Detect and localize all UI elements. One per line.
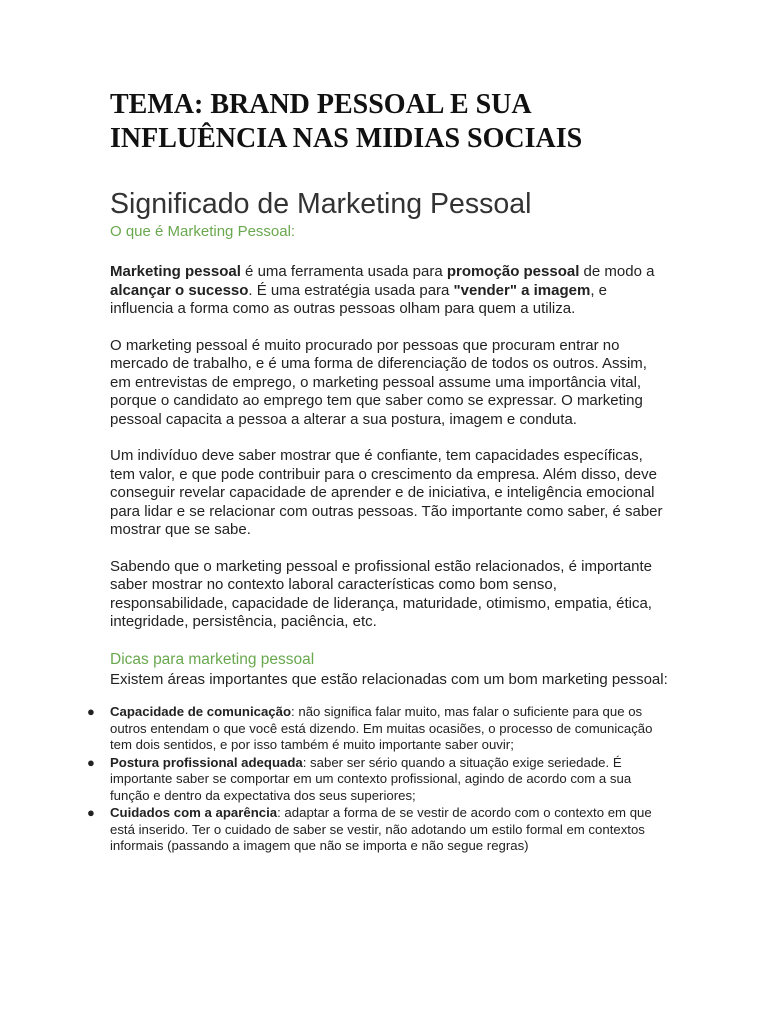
tip-text: : adaptar a forma de se vestir de acordo com o contexto em que está inserido. Ter o cuidado de saber se vestir, não adotando um estilo formal em contextos informais (passando a imagem que não se importa e não segue regras) bbox=[110, 805, 652, 853]
paragraph-individual: Um indivíduo deve saber mostrar que é confiante, tem capacidades específicas, tem valor, e que pode contribuir para o crescimento da empresa. Além disso, deve conseguir revelar capacidade de aprender e de iniciativa, e inteligência emocional para lidar e se relacionar com outras pessoas. Tão importante como saber, é saber mostrar que se sabe. bbox=[110, 447, 663, 538]
bold-term: alcançar o sucesso bbox=[110, 281, 249, 299]
section-subheading: O que é Marketing Pessoal: bbox=[110, 223, 296, 240]
tips-intro: Existem áreas importantes que estão relacionadas com um bom marketing pessoal: bbox=[110, 670, 668, 688]
paragraph-text: de modo a bbox=[579, 263, 655, 280]
section-heading: Significado de Marketing Pessoal bbox=[110, 188, 532, 220]
paragraph-text: . É uma estratégia usada para bbox=[248, 281, 454, 299]
bold-term: "vender" a imagem bbox=[453, 281, 591, 299]
tip-term: Postura profissional adequada bbox=[110, 754, 303, 770]
bullet-icon: ● bbox=[87, 754, 95, 770]
paragraph-text: , e influencia a forma como as outras pessoas olham para quem a utiliza. bbox=[110, 281, 608, 317]
tip-text: : saber ser sério quando a situação exige seriedade. É importante saber se comportar em um contexto profissional, agindo de acordo com a sua função e dentro da expectativa dos seus superiores; bbox=[110, 754, 632, 803]
bullet-icon: ● bbox=[87, 704, 95, 719]
list-item bbox=[87, 754, 670, 805]
paragraph-definition bbox=[110, 263, 670, 319]
bold-term: Marketing pessoal bbox=[110, 263, 241, 280]
document-title: TEMA: BRAND PESSOAL E SUA INFLUÊNCIA NAS MIDIAS SOCIAIS bbox=[110, 89, 583, 154]
list-item bbox=[87, 805, 670, 855]
tips-list bbox=[87, 704, 670, 855]
list-item bbox=[87, 704, 670, 754]
paragraph-job-market: O marketing pessoal é muito procurado por pessoas que procuram entrar no mercado de trabalho, e é uma forma de diferenciação de todos os outros. Assim, em entrevistas de emprego, o marketing pessoal assume uma importância vital, porque o candidato ao emprego tem que saber como se expressar. O marketing pessoal capacita a pessoa a alterar a sua postura, imagem e conduta. bbox=[110, 336, 647, 428]
tips-heading: Dicas para marketing pessoal bbox=[110, 650, 315, 668]
tip-term: Capacidade de comunicação bbox=[110, 704, 292, 719]
bullet-icon: ● bbox=[87, 805, 95, 820]
document-page bbox=[87, 88, 670, 856]
paragraph-text: é uma ferramenta usada para bbox=[240, 263, 447, 280]
tip-term: Cuidados com a aparência bbox=[110, 805, 278, 820]
bold-term: promoção pessoal bbox=[446, 263, 580, 280]
tip-text: : não significa falar muito, mas falar o suficiente para que os outros entendam o que você está dizendo. Em muitas ocasiões, o processo de comunicação tem dois sentidos, e por isso também é muito importante saber ouvir; bbox=[110, 704, 653, 752]
paragraph-professional: Sabendo que o marketing pessoal e profissional estão relacionados, é importante saber mostrar no contexto laboral características como bom senso, responsabilidade, capacidade de liderança, maturidade, otimismo, empatia, ética, integridade, persistência, paciência, etc. bbox=[110, 557, 653, 630]
